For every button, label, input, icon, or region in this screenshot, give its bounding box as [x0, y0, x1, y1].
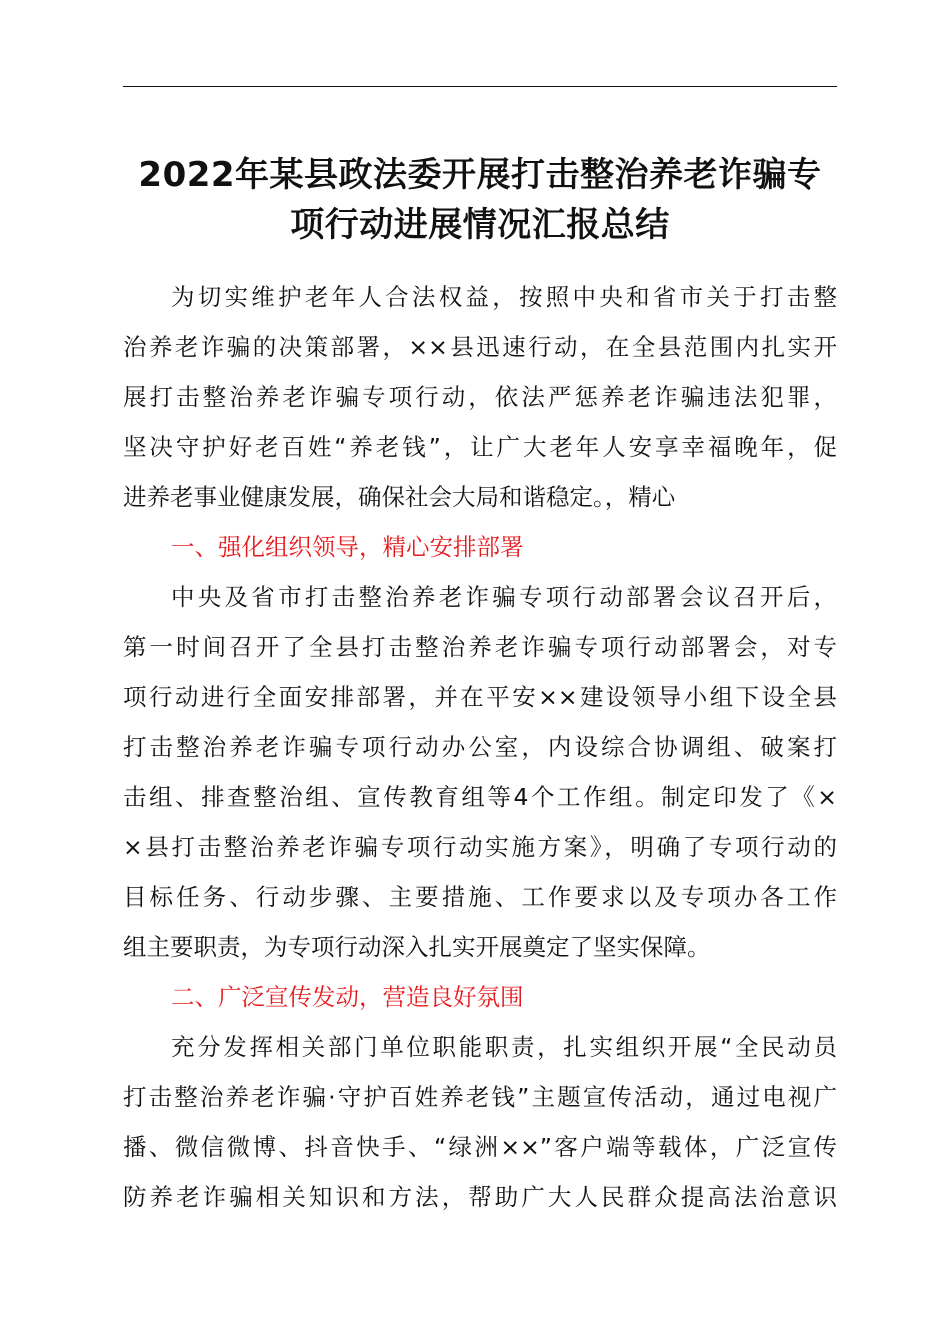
paragraph-3-line-1: 充分发挥相关部门单位职能职责，扎实组织开展“全民动员: [171, 1033, 837, 1061]
paragraph-1-line-2: 治养老诈骗的决策部署，××县迅速行动，在全县范围内扎实开: [123, 333, 837, 361]
section-heading-1: 一、强化组织领导，精心安排部署: [171, 533, 524, 561]
title-line-2: 项行动进展情况汇报总结: [290, 205, 670, 245]
section-heading-2: 二、广泛宣传发动，营造良好氛围: [171, 983, 524, 1011]
paragraph-2-line-7: 目标任务、行动步骤、主要措施、工作要求以及专项办各工作: [123, 883, 837, 911]
header-rule: [123, 86, 837, 87]
paragraph-1-line-4: 坚决守护好老百姓“养老钱”，让广大老年人安享幸福晚年，促: [123, 433, 837, 461]
paragraph-1-line-3: 展打击整治养老诈骗专项行动，依法严惩养老诈骗违法犯罪，: [123, 383, 837, 411]
paragraph-1-line-1: 为切实维护老年人合法权益，按照中央和省市关于打击整: [171, 283, 837, 311]
paragraph-2-line-3: 项行动进行全面安排部署，并在平安××建设领导小组下设全县: [123, 683, 837, 711]
title-line-1: 2022年某县政法委开展打击整治养老诈骗专: [138, 155, 822, 195]
paragraph-2-line-4: 打击整治养老诈骗专项行动办公室，内设综合协调组、破案打: [123, 733, 837, 761]
document-title: [110, 150, 850, 250]
paragraph-1-line-5: 进养老事业健康发展，确保社会大局和谐稳定。，精心: [123, 483, 676, 511]
paragraph-2-line-1: 中央及省市打击整治养老诈骗专项行动部署会议召开后，: [171, 583, 837, 611]
paragraph-2-line-2: 第一时间召开了全县打击整治养老诈骗专项行动部署会，对专: [123, 633, 837, 661]
paragraph-2-line-8: 组主要职责，为专项行动深入扎实开展奠定了坚实保障。: [123, 933, 711, 961]
paragraph-2-line-5: 击组、排查整治组、宣传教育组等4个工作组。制定印发了《×: [123, 783, 837, 811]
paragraph-3-line-3: 播、微信微博、抖音快手、“绿洲××”客户端等载体，广泛宣传: [123, 1133, 837, 1161]
paragraph-3-line-2: 打击整治养老诈骗·守护百姓养老钱”主题宣传活动，通过电视广: [123, 1083, 837, 1111]
document-body: [123, 272, 837, 1222]
paragraph-2-line-6: ×县打击整治养老诈骗专项行动实施方案》，明确了专项行动的: [123, 833, 837, 861]
paragraph-3-line-4: 防养老诈骗相关知识和方法，帮助广大人民群众提高法治意识: [123, 1183, 837, 1211]
